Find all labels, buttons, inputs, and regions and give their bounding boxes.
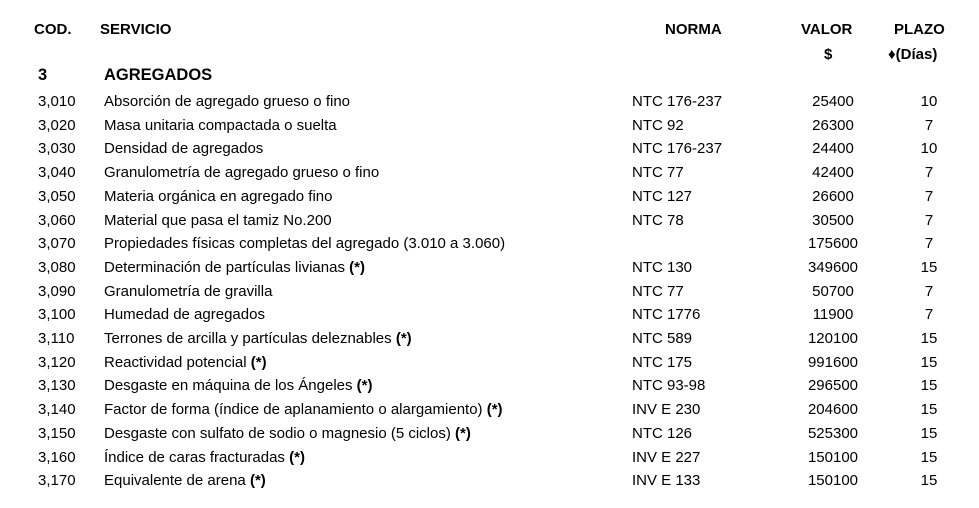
row-service-text: Humedad de agregados [104, 306, 265, 323]
row-code: 3,080 [38, 259, 76, 276]
row-service-text: Factor de forma (índice de aplanamiento o alargamiento) [104, 401, 483, 418]
row-norma: NTC 77 [632, 283, 684, 300]
row-norma: NTC 589 [632, 330, 693, 347]
row-plazo: 7 [924, 235, 934, 252]
category-code: 3 [38, 66, 48, 84]
row-service [104, 164, 379, 181]
row-valor: 24400 [812, 140, 854, 157]
row-plazo: 15 [920, 377, 938, 394]
row-service-text: Materia orgánica en agregado fino [104, 188, 333, 205]
row-asterisk-note: (*) [486, 401, 503, 418]
row-service-text: Granulometría de gravilla [104, 283, 273, 300]
row-valor: 26600 [812, 188, 854, 205]
row-service [104, 283, 272, 300]
row-plazo: 7 [924, 164, 934, 181]
row-norma: INV E 227 [632, 449, 701, 466]
row-plazo: 7 [924, 212, 934, 229]
row-norma: NTC 176-237 [632, 93, 723, 110]
row-code: 3,060 [38, 212, 76, 229]
header-valor: VALOR [801, 21, 853, 38]
row-plazo: 15 [920, 425, 938, 442]
row-service-text: Desgaste en máquina de los Ángeles [104, 377, 353, 394]
row-service [104, 330, 412, 347]
row-code: 3,110 [38, 330, 75, 347]
row-norma: NTC 1776 [632, 306, 701, 323]
row-service [104, 259, 365, 276]
row-plazo: 15 [920, 354, 938, 371]
row-code: 3,050 [38, 188, 76, 205]
row-norma: NTC 130 [632, 259, 693, 276]
row-valor: 349600 [807, 259, 859, 276]
diamond-icon: ♦ [888, 46, 896, 63]
row-valor: 204600 [807, 401, 859, 418]
row-norma: NTC 77 [632, 164, 684, 181]
row-valor: 525300 [807, 425, 859, 442]
row-service [104, 377, 373, 394]
row-service [104, 472, 266, 489]
row-service [104, 401, 503, 418]
header-norma: NORMA [665, 21, 722, 38]
row-valor: 30500 [812, 212, 854, 229]
row-code: 3,160 [38, 449, 76, 466]
row-code: 3,010 [38, 93, 76, 110]
row-service [104, 235, 505, 252]
row-plazo: 15 [920, 472, 938, 489]
row-code: 3,020 [38, 117, 76, 134]
row-service-text: Propiedades físicas completas del agregado (3.010 a 3.060) [104, 235, 506, 252]
row-code: 3,030 [38, 140, 76, 157]
row-norma: NTC 126 [632, 425, 693, 442]
row-norma: INV E 230 [632, 401, 701, 418]
row-plazo: 7 [924, 188, 934, 205]
row-valor: 296500 [807, 377, 859, 394]
row-asterisk-note: (*) [249, 472, 266, 489]
row-service-text: Terrones de arcilla y partículas deleznables [104, 330, 392, 347]
row-service-text: Densidad de agregados [104, 140, 264, 157]
row-code: 3,170 [38, 472, 76, 489]
row-norma: NTC 92 [632, 117, 684, 134]
row-service-text: Granulometría de agregado grueso o fino [104, 164, 380, 181]
row-asterisk-note: (*) [250, 354, 267, 371]
row-service [104, 93, 350, 110]
row-code: 3,070 [38, 235, 76, 252]
row-norma: NTC 175 [632, 354, 693, 371]
row-valor: 50700 [812, 283, 854, 300]
row-service-text: Desgaste con sulfato de sodio o magnesio (5 ciclos) [104, 425, 451, 442]
row-service-text: Absorción de agregado grueso o fino [104, 93, 351, 110]
category-name: AGREGADOS [104, 66, 213, 84]
row-asterisk-note: (*) [395, 330, 412, 347]
row-code: 3,130 [38, 377, 76, 394]
row-service-text: Material que pasa el tamiz No.200 [104, 212, 332, 229]
header-plazo-unit [888, 46, 937, 63]
row-plazo: 15 [920, 401, 938, 418]
row-plazo: 7 [924, 306, 934, 323]
row-service [104, 188, 333, 205]
header-valor-unit: $ [824, 46, 833, 63]
row-service [104, 117, 337, 134]
row-valor: 150100 [807, 472, 859, 489]
row-plazo: 15 [920, 330, 938, 347]
row-asterisk-note: (*) [289, 449, 305, 466]
row-code: 3,100 [38, 306, 76, 323]
row-service-text: Equivalente de arena [104, 472, 246, 489]
row-asterisk-note: (*) [349, 259, 365, 276]
row-norma: NTC 176-237 [632, 140, 723, 157]
row-code: 3,120 [38, 354, 76, 371]
row-valor: 120100 [807, 330, 859, 347]
row-service-text: Reactividad potencial [104, 354, 247, 371]
row-norma: INV E 133 [632, 472, 701, 489]
row-norma: NTC 127 [632, 188, 693, 205]
header-servicio: SERVICIO [100, 21, 172, 38]
row-code: 3,040 [38, 164, 76, 181]
row-service [104, 354, 267, 371]
row-norma: NTC 93-98 [632, 377, 706, 394]
row-service [104, 140, 263, 157]
row-plazo: 7 [924, 117, 934, 134]
row-valor: 991600 [807, 354, 859, 371]
row-valor: 26300 [812, 117, 854, 134]
row-code: 3,150 [38, 425, 76, 442]
row-asterisk-note: (*) [356, 377, 373, 394]
header-plazo-dias: (Días) [895, 46, 938, 63]
row-code: 3,140 [38, 401, 76, 418]
row-valor: 150100 [807, 449, 859, 466]
row-plazo: 10 [920, 140, 938, 157]
row-plazo: 10 [920, 93, 938, 110]
row-service [104, 425, 471, 442]
row-valor: 175600 [807, 235, 859, 252]
row-service [104, 306, 265, 323]
row-service [104, 449, 305, 466]
row-plazo: 15 [920, 449, 938, 466]
row-norma: NTC 78 [632, 212, 684, 229]
row-asterisk-note: (*) [455, 425, 471, 442]
row-plazo: 15 [920, 259, 938, 276]
row-service [104, 212, 332, 229]
row-valor: 25400 [812, 93, 854, 110]
row-service-text: Índice de caras fracturadas [104, 449, 285, 466]
row-plazo: 7 [924, 283, 934, 300]
row-valor: 11900 [812, 306, 854, 323]
header-cod: COD. [34, 21, 72, 38]
row-service-text: Masa unitaria compactada o suelta [104, 117, 337, 134]
row-valor: 42400 [812, 164, 854, 181]
header-plazo: PLAZO [894, 21, 945, 38]
row-service-text: Determinación de partículas livianas [104, 259, 345, 276]
row-code: 3,090 [38, 283, 76, 300]
